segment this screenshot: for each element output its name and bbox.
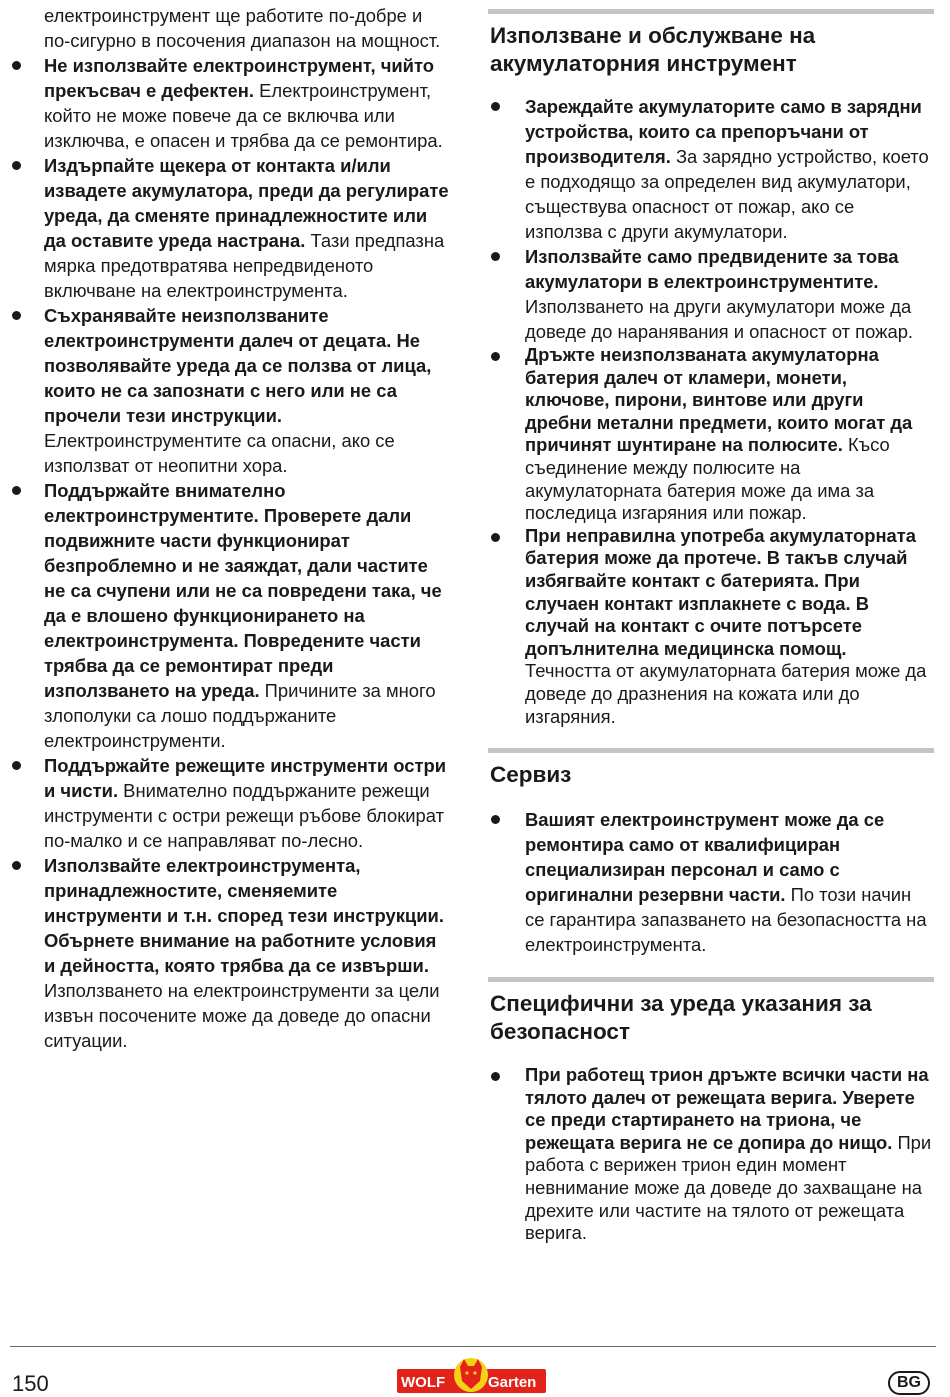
item-bold-text: Зареждайте акумулаторите само в зарядни устройства, които са препоръчани от производителя. (525, 96, 922, 167)
item-text: Течността от акумулаторната батерия може да доведе до дразнения на кожата или до изгаряния. (525, 660, 927, 727)
section-divider (488, 977, 934, 982)
logo-text-left: WOLF (401, 1374, 446, 1391)
item-bold-text: Съхранявайте неизползваните електроинструменти далеч от децата. Не позволявайте уреда да се ползва от лица, които не са запознати с него или не са прочели тези инструкции. (44, 305, 432, 426)
section-items (488, 807, 934, 957)
list-item (488, 244, 934, 344)
section-title: Сервиз (490, 762, 572, 788)
item-text: При работа с верижен трион един момент невнимание може да доведе до захващане на дрехите или частите на тялото от режещата верига. (525, 1131, 932, 1244)
item-bold-text: Поддържайте режещите инструменти остри и чисти. (44, 755, 447, 801)
bullet-icon (12, 161, 21, 170)
list-item (10, 478, 450, 753)
logo-text-right: Garten (488, 1374, 537, 1391)
language-badge: BG (888, 1371, 930, 1395)
item-bold-text: При работещ трион дръжте всички части на тялото далеч от режещата верига. Уверете се преди стартирането на триона, че режещата верига не се допира до нищо. (525, 1064, 929, 1153)
list-item (10, 303, 450, 478)
item-bold-text: Използвайте електроинструмента, принадлежностите, сменяемите инструменти и т.н. според тези инструкции. Обърнете внимание на работните условия и дейността, която трябва да се извърши. (44, 855, 444, 976)
item-text: Късо съединение между полюсите на акумулаторната батерия може да има за последица изгаряния или пожар. (525, 434, 890, 524)
bullet-icon (12, 61, 21, 70)
item-bold-text: Поддържайте внимателно електроинструментите. Проверете дали подвижните части функционират безпроблемно и не заяждат, дали частите не са счупени или не са повредени така, че да е влошено функционирането на електроинструмента. Повредените части трябва да се ремонтират преди използването на уреда. (44, 480, 442, 701)
item-text: Използването на други акумулатори може да доведе до наранявания и опасност от пожар. (525, 296, 914, 342)
list-item (10, 753, 450, 853)
section-divider (488, 9, 934, 14)
bullet-icon (491, 1072, 500, 1081)
item-text: За зарядно устройство, което е подходящо за определен вид акумулатори, съществува опасност от пожар, ако се използва с други акумулатори. (525, 146, 929, 242)
bullet-icon (12, 311, 21, 320)
bullet-icon (491, 815, 500, 824)
lead-paragraph: електроинструмент ще работите по-добре и по-сигурно в посочения диапазон на мощност. (44, 5, 441, 51)
item-bold-text: При неправилна употреба акумулаторната батерия може да протече. В такъв случай избягвайте контакт с батерията. При случаен контакт изплакнете с вода. В случай на контакт с очите потърсете допълнителна медицинска помощ. (525, 524, 917, 659)
item-bold-text: Не използвайте електроинструмент, чийто прекъсвач е дефектен. (44, 55, 434, 101)
section-items (488, 1064, 934, 1245)
item-bold-text: Вашият електроинструмент може да се ремонтира само от квалифициран специализиран персонал и само с оригинални резервни части. (525, 809, 885, 906)
bullet-icon (12, 861, 21, 870)
bullet-icon (491, 352, 500, 361)
item-text: По този начин се гарантира запазването на безопасността на електроинструмента. (525, 884, 927, 956)
section-items (488, 94, 934, 728)
section-title: Специфични за уреда указания за безопасност (490, 991, 872, 1045)
list-item (488, 344, 934, 525)
footer-divider (10, 1346, 936, 1347)
item-bold-text: Дръжте неизползваната акумулаторна батерия далеч от кламери, монети, ключове, пирони, винтове или други дребни метални предмети, които могат да причинят шунтиране на полюсите. (525, 344, 913, 456)
bullet-icon (491, 533, 500, 542)
left-column (10, 0, 450, 1053)
wolf-garten-logo (397, 1355, 546, 1393)
section-title: Използване и обслужване на акумулаторния инструмент (490, 23, 816, 76)
item-text: Внимателно поддържаните режещи инструменти с остри режещи ръбове блокират по-малко и се направляват по-лесно. (44, 780, 444, 851)
item-bold-text: Издърпайте щекера от контакта и/или извадете акумулатора, преди да регулирате уреда, да сменяте принадлежностите или да оставите уреда настрана. (44, 155, 449, 251)
item-text: Тази предпазна мярка предотвратява непредвиденото включване на електроинструмента. (44, 230, 445, 301)
list-item (488, 807, 934, 957)
bullet-icon (491, 102, 500, 111)
item-text: Причините за много злополуки са лошо поддържаните електроинструменти. (44, 680, 436, 751)
item-text: Използването на електроинструменти за цели извън посочените може да доведе до опасни ситуации. (44, 980, 440, 1051)
list-item (10, 53, 450, 153)
bullet-icon (12, 761, 21, 770)
list-item (488, 1064, 934, 1245)
list-item (488, 94, 934, 244)
section-divider (488, 748, 934, 753)
item-text: Електроинструментите са опасни, ако се използват от неопитни хора. (44, 430, 395, 476)
list-item (10, 853, 450, 1053)
list-item (488, 525, 934, 728)
item-bold-text: Използвайте само предвидените за това акумулатори в електроинструментите. (525, 246, 899, 292)
bullet-icon (12, 486, 21, 495)
list-item (10, 153, 450, 303)
right-column (488, 0, 934, 1245)
item-text: Електроинструмент, който не може повече да се включва или изключва, е опасен и трябва да се ремонтира. (44, 80, 443, 151)
page-number: 150 (12, 1371, 49, 1396)
bullet-icon (491, 252, 500, 261)
